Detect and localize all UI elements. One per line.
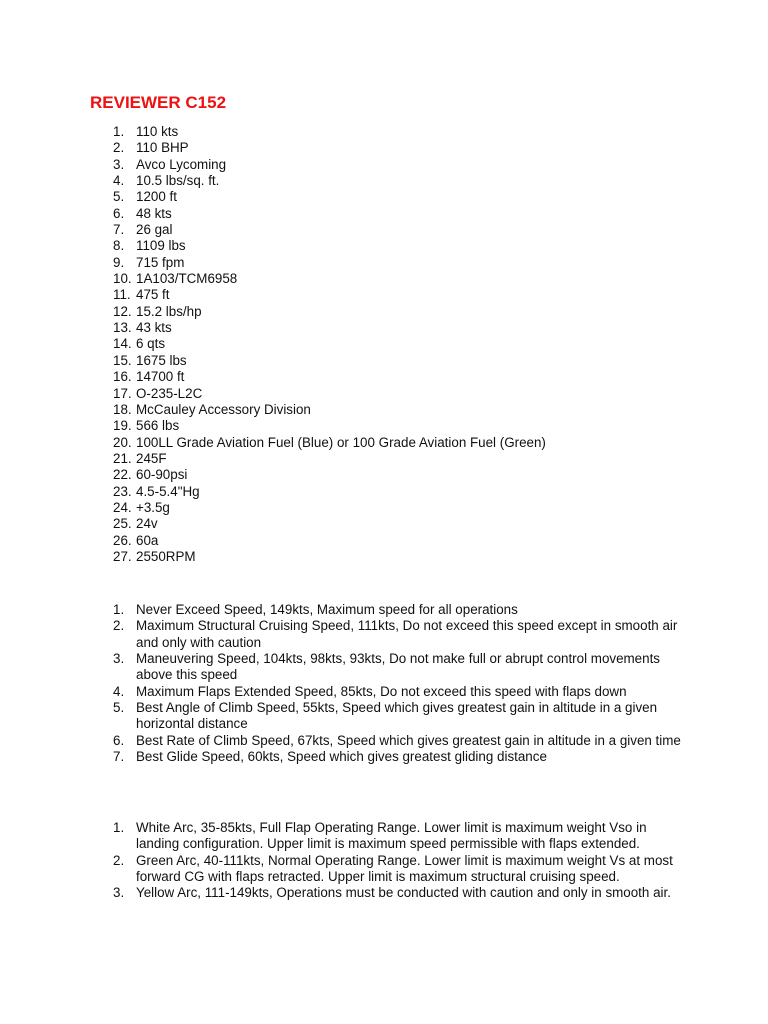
speed-list-item	[0, 602, 768, 618]
list-item-text: 715 fpm	[136, 254, 185, 270]
list-item-number: 2.	[113, 852, 125, 868]
list-item-text: 26 gal	[136, 222, 173, 238]
spec-list-item	[0, 320, 768, 336]
list-item-text: 60-90psi	[136, 467, 188, 483]
list-item-text: 1A103/TCM6958	[136, 271, 238, 287]
arc-list-item	[0, 885, 768, 901]
list-item-text: Best Angle of Climb Speed, 55kts, Speed which gives greatest gain in altitude in a given horizontal distance	[136, 700, 658, 732]
list-item-text: Maximum Structural Cruising Speed, 111kts, Do not exceed this speed except in smooth air and only with caution	[136, 618, 678, 650]
list-item-number: 26.	[113, 532, 132, 548]
list-item-number: 3.	[113, 651, 125, 667]
list-item-text: 110 BHP	[136, 140, 189, 156]
list-item-number: 20.	[113, 434, 132, 450]
spec-list-item	[0, 451, 768, 467]
list-item-number: 3.	[113, 156, 125, 172]
spec-list-item	[0, 222, 768, 238]
list-item-number: 12.	[113, 303, 132, 319]
list-item-number: 5.	[113, 700, 125, 716]
list-item-text: 1675 lbs	[136, 352, 187, 368]
spec-list-item	[0, 435, 768, 451]
list-item-number: 1.	[113, 124, 125, 139]
list-item-number: 6.	[113, 732, 125, 748]
list-item-number: 14.	[113, 336, 132, 352]
list-item-text: 43 kts	[136, 320, 172, 336]
list-item-text: 566 lbs	[136, 418, 180, 434]
list-item-number: 13.	[113, 320, 132, 336]
spec-list-item	[0, 336, 768, 352]
list-item-text: 110 kts	[136, 124, 179, 139]
spec-list-item	[0, 157, 768, 173]
spec-list-item	[0, 255, 768, 271]
list-item-text: Green Arc, 40-111kts, Normal Operating Range. Lower limit is maximum weight Vs at most forward CG with flaps retracted. Upper limit is maximum structural cruising speed.	[136, 852, 673, 885]
list-item-text: 2550RPM	[136, 548, 196, 564]
spec-list-item	[0, 353, 768, 369]
list-item-number: 18.	[113, 401, 132, 417]
list-item-text: White Arc, 35-85kts, Full Flap Operating Range. Lower limit is maximum weight Vso in landing configuration. Upper limit is maximum speed permissible with flaps extended.	[136, 820, 647, 852]
list-item-text: 14700 ft	[136, 369, 185, 385]
list-item-text: Never Exceed Speed, 149kts, Maximum speed for all operations	[136, 602, 518, 617]
list-item-text: Yellow Arc, 111-149kts, Operations must be conducted with caution and only in smooth air.	[136, 885, 671, 901]
spec-list-item	[0, 516, 768, 532]
list-item-number: 6.	[113, 205, 125, 221]
specs-answer-list	[0, 124, 768, 565]
list-item-number: 16.	[113, 369, 132, 385]
spec-list-item	[0, 386, 768, 402]
arc-list-item	[0, 853, 768, 886]
spec-list-item	[0, 500, 768, 516]
list-item-text: Maximum Flaps Extended Speed, 85kts, Do not exceed this speed with flaps down	[136, 683, 627, 699]
spec-list-item	[0, 206, 768, 222]
list-item-text: 24v	[136, 516, 158, 532]
list-item-text: 4.5-5.4"Hg	[136, 483, 200, 499]
list-item-number: 21.	[113, 450, 132, 466]
list-item-text: +3.5g	[136, 499, 170, 515]
list-item-number: 7.	[113, 222, 125, 238]
list-item-number: 1.	[113, 820, 125, 835]
spec-list-item	[0, 287, 768, 303]
speeds-answer-list	[0, 602, 768, 765]
list-item-text: 10.5 lbs/sq. ft.	[136, 173, 220, 189]
list-item-number: 5.	[113, 189, 125, 205]
spec-list-item	[0, 484, 768, 500]
list-item-text: Maneuvering Speed, 104kts, 98kts, 93kts, Do not make full or abrupt control movements above this speed	[136, 651, 660, 683]
list-item-text: Best Glide Speed, 60kts, Speed which gives greatest gliding distance	[136, 749, 547, 765]
speed-list-item	[0, 618, 768, 651]
spec-list-item	[0, 189, 768, 205]
list-item-text: Avco Lycoming	[136, 156, 227, 172]
list-item-number: 3.	[113, 885, 125, 901]
list-item-text: Best Rate of Climb Speed, 67kts, Speed which gives greatest gain in altitude in a given time	[136, 732, 681, 748]
list-item-text: 15.2 lbs/hp	[136, 303, 202, 319]
list-item-text: 1109 lbs	[136, 238, 186, 254]
spec-list-item	[0, 467, 768, 483]
list-item-number: 1.	[113, 602, 125, 617]
speed-list-item	[0, 700, 768, 733]
speed-list-item	[0, 684, 768, 700]
spec-list-item	[0, 549, 768, 565]
arcs-answer-list	[0, 820, 768, 902]
list-item-number: 11.	[113, 287, 131, 303]
list-item-number: 24.	[113, 499, 132, 515]
list-item-number: 10.	[113, 271, 132, 287]
page-title: REVIEWER C152	[90, 93, 227, 112]
list-item-number: 2.	[113, 140, 125, 156]
spec-list-item	[0, 418, 768, 434]
list-item-text: 48 kts	[136, 205, 172, 221]
speed-list-item	[0, 749, 768, 765]
list-item-text: 1200 ft	[136, 189, 177, 205]
list-item-text: 60a	[136, 532, 159, 548]
arc-list-item	[0, 820, 768, 853]
list-item-text: O-235-L2C	[136, 385, 203, 401]
list-item-number: 17.	[113, 385, 132, 401]
list-item-number: 7.	[113, 749, 125, 765]
spec-list-item	[0, 402, 768, 418]
list-item-number: 4.	[113, 683, 125, 699]
spec-list-item	[0, 369, 768, 385]
spec-list-item	[0, 533, 768, 549]
list-item-number: 22.	[113, 467, 132, 483]
list-item-number: 15.	[113, 352, 132, 368]
list-item-number: 19.	[113, 418, 132, 434]
list-item-text: 475 ft	[136, 287, 170, 303]
list-item-number: 9.	[113, 254, 125, 270]
list-item-number: 2.	[113, 618, 125, 634]
list-item-number: 4.	[113, 173, 125, 189]
list-item-number: 25.	[113, 516, 132, 532]
list-item-number: 8.	[113, 238, 125, 254]
list-item-number: 27.	[113, 548, 132, 564]
spec-list-item	[0, 304, 768, 320]
spec-list-item	[0, 271, 768, 287]
list-item-text: 100LL Grade Aviation Fuel (Blue) or 100 Grade Aviation Fuel (Green)	[136, 434, 546, 450]
speed-list-item	[0, 733, 768, 749]
list-item-text: 6 qts	[136, 336, 166, 352]
spec-list-item	[0, 124, 768, 140]
spec-list-item	[0, 173, 768, 189]
spec-list-item	[0, 140, 768, 156]
list-item-number: 23.	[113, 483, 132, 499]
speed-list-item	[0, 651, 768, 684]
list-item-text: 245F	[136, 450, 167, 466]
spec-list-item	[0, 238, 768, 254]
list-item-text: McCauley Accessory Division	[136, 401, 311, 417]
